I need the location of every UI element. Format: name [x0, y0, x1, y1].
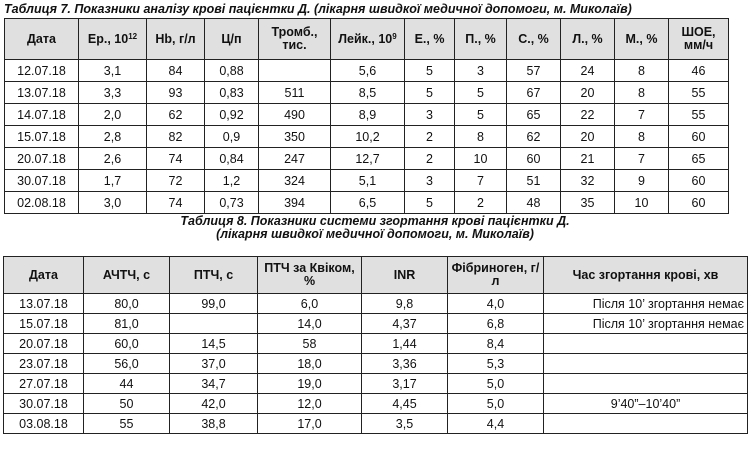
table-row	[4, 314, 748, 334]
table-cell: 12,0	[258, 394, 362, 414]
table-cell: 30.07.18	[5, 170, 79, 192]
table-row	[5, 82, 729, 104]
table-cell: 5	[455, 104, 507, 126]
t8-header-clotting-time: Час згортання крові, хв	[544, 257, 748, 294]
table-cell: 60	[507, 148, 561, 170]
table-row	[5, 60, 729, 82]
table-cell: 1,44	[362, 334, 448, 354]
table-cell: 19,0	[258, 374, 362, 394]
table-cell: 2,0	[79, 104, 147, 126]
table-cell: 0,92	[205, 104, 259, 126]
t7-header-tromb: Тромб., тис.	[259, 19, 331, 60]
table-cell: 0,83	[205, 82, 259, 104]
table-cell: 55	[669, 104, 729, 126]
table-cell: 14,0	[258, 314, 362, 334]
table-cell: 56,0	[84, 354, 170, 374]
table8-caption	[0, 214, 750, 256]
table8-caption-line1: Таблиця 8. Показники системи згортання крові пацієнтки Д.	[180, 214, 570, 228]
table-cell: 8,4	[448, 334, 544, 354]
table-cell: 67	[507, 82, 561, 104]
table-cell: 65	[669, 148, 729, 170]
table-cell: 4,0	[448, 294, 544, 314]
table-cell: 0,73	[205, 192, 259, 214]
table-cell: 9’40”–10’40”	[544, 394, 748, 414]
table-cell: 57	[507, 60, 561, 82]
table-row	[5, 192, 729, 214]
table-cell: 35	[561, 192, 615, 214]
table7-body	[5, 60, 729, 214]
table-row	[4, 414, 748, 434]
table-cell: 22	[561, 104, 615, 126]
table-cell: 2,6	[79, 148, 147, 170]
table8-caption-line2: (лікарня швидкої медичної допомоги, м. Миколаїв)	[216, 227, 534, 241]
table-cell: 7	[615, 148, 669, 170]
table-cell: 8,5	[331, 82, 405, 104]
table-row	[5, 104, 729, 126]
t8-header-inr: INR	[362, 257, 448, 294]
t7-header-l: Л., %	[561, 19, 615, 60]
table-cell: 12.07.18	[5, 60, 79, 82]
table-cell: 81,0	[84, 314, 170, 334]
t8-header-date: Дата	[4, 257, 84, 294]
table-cell: 8	[615, 126, 669, 148]
blood-analysis-table	[4, 18, 729, 214]
table-cell: 5,0	[448, 374, 544, 394]
table-cell: 34,7	[170, 374, 258, 394]
table-cell: 8	[615, 60, 669, 82]
table-cell: 82	[147, 126, 205, 148]
table-cell: 02.08.18	[5, 192, 79, 214]
table-cell: 2	[455, 192, 507, 214]
table-cell: 55	[669, 82, 729, 104]
table-cell	[170, 314, 258, 334]
t7-header-hb: Hb, г/л	[147, 19, 205, 60]
table-cell: 9	[615, 170, 669, 192]
table-cell: 18,0	[258, 354, 362, 374]
table-cell: 20	[561, 126, 615, 148]
table-cell: 03.08.18	[4, 414, 84, 434]
table-cell: 3,36	[362, 354, 448, 374]
table-cell: 5,0	[448, 394, 544, 414]
table-cell: 42,0	[170, 394, 258, 414]
table-cell: 60	[669, 126, 729, 148]
table-cell: 13.07.18	[5, 82, 79, 104]
t7-header-m: М., %	[615, 19, 669, 60]
table-cell: 20.07.18	[5, 148, 79, 170]
table-cell: 14.07.18	[5, 104, 79, 126]
table-row	[5, 170, 729, 192]
table-cell: 0,9	[205, 126, 259, 148]
table-cell: 13.07.18	[4, 294, 84, 314]
table-cell: 55	[84, 414, 170, 434]
table-cell: 394	[259, 192, 331, 214]
table-cell: 37,0	[170, 354, 258, 374]
table-cell: 30.07.18	[4, 394, 84, 414]
table-row	[4, 394, 748, 414]
table-cell: 62	[147, 104, 205, 126]
table-cell: 4,37	[362, 314, 448, 334]
table-cell: 24	[561, 60, 615, 82]
table-cell: 15.07.18	[4, 314, 84, 334]
table8-body	[4, 294, 748, 434]
table-cell: 324	[259, 170, 331, 192]
t7-header-er-exponent: 12	[128, 31, 138, 41]
t7-header-leyk-exponent: 9	[392, 31, 397, 41]
t8-header-ptch: ПТЧ, с	[170, 257, 258, 294]
table-cell: 3	[405, 170, 455, 192]
table-cell: 80,0	[84, 294, 170, 314]
table-cell: 84	[147, 60, 205, 82]
table-cell: 2,8	[79, 126, 147, 148]
t7-header-er: Ер., $10^{12}$	[79, 19, 147, 60]
table-cell: 9,8	[362, 294, 448, 314]
table-cell: 12,7	[331, 148, 405, 170]
table-cell: 62	[507, 126, 561, 148]
table-cell: 20.07.18	[4, 334, 84, 354]
table-cell: 14,5	[170, 334, 258, 354]
table-cell: 1,2	[205, 170, 259, 192]
table-cell: 490	[259, 104, 331, 126]
table-cell	[544, 334, 748, 354]
table-cell	[544, 354, 748, 374]
t7-header-leyk: Лейк., $10^9$	[331, 19, 405, 60]
table-cell: 60	[669, 192, 729, 214]
t8-header-ptch-kvik: ПТЧ за Квіком, %	[258, 257, 362, 294]
coagulation-table	[3, 256, 748, 434]
table-cell: 17,0	[258, 414, 362, 434]
t7-header-s: С., %	[507, 19, 561, 60]
table-cell: 2	[405, 126, 455, 148]
table-cell: 46	[669, 60, 729, 82]
table-cell: 32	[561, 170, 615, 192]
table-cell: 99,0	[170, 294, 258, 314]
table-row	[4, 354, 748, 374]
table-cell: 74	[147, 192, 205, 214]
table-cell: 3,5	[362, 414, 448, 434]
table-row	[4, 334, 748, 354]
table-cell: 23.07.18	[4, 354, 84, 374]
t7-header-cp: Ц/п	[205, 19, 259, 60]
table-cell: 7	[615, 104, 669, 126]
table-cell: 44	[84, 374, 170, 394]
table-cell: 3,0	[79, 192, 147, 214]
table-cell: 4,4	[448, 414, 544, 434]
table-cell: 51	[507, 170, 561, 192]
table-cell: 5	[405, 60, 455, 82]
table-cell: 511	[259, 82, 331, 104]
table-cell	[259, 60, 331, 82]
table-cell: 3	[405, 104, 455, 126]
table-cell: 3,3	[79, 82, 147, 104]
table-cell: 3,1	[79, 60, 147, 82]
t8-header-achtch: АЧТЧ, с	[84, 257, 170, 294]
table-cell: 50	[84, 394, 170, 414]
table-cell: 5	[405, 192, 455, 214]
table-cell: 6,5	[331, 192, 405, 214]
table-cell: 15.07.18	[5, 126, 79, 148]
table-cell: 0,88	[205, 60, 259, 82]
table-cell: 60,0	[84, 334, 170, 354]
table-cell: 58	[258, 334, 362, 354]
table-cell: 6,0	[258, 294, 362, 314]
table-cell	[544, 374, 748, 394]
table-cell: 5	[405, 82, 455, 104]
t7-header-p: П., %	[455, 19, 507, 60]
table8-header-row	[4, 257, 748, 294]
table7-caption: Таблиця 7. Показники аналізу крові пацієнтки Д. (лікарня швидкої медичної допомоги, м. Миколаїв)	[4, 2, 632, 16]
table-cell: 6,8	[448, 314, 544, 334]
table-cell: 20	[561, 82, 615, 104]
table7-header-row	[5, 19, 729, 60]
t7-header-shoe: ШОЕ, мм/ч	[669, 19, 729, 60]
table-cell: 93	[147, 82, 205, 104]
table-row	[5, 126, 729, 148]
table-cell: 74	[147, 148, 205, 170]
table-cell: 5	[455, 82, 507, 104]
table-cell: 8	[455, 126, 507, 148]
table-cell: 10	[455, 148, 507, 170]
table-cell: 65	[507, 104, 561, 126]
table-cell: 21	[561, 148, 615, 170]
table-cell: 72	[147, 170, 205, 192]
table-cell: 247	[259, 148, 331, 170]
table-cell: 3,17	[362, 374, 448, 394]
table-cell: Після 10’ згортання немає	[544, 294, 748, 314]
table-cell: 2	[405, 148, 455, 170]
table-cell: 0,84	[205, 148, 259, 170]
table-row	[4, 294, 748, 314]
table-cell: 60	[669, 170, 729, 192]
table-cell: Після 10’ згортання немає	[544, 314, 748, 334]
t7-header-date: Дата	[5, 19, 79, 60]
table-cell: 350	[259, 126, 331, 148]
table-cell: 10,2	[331, 126, 405, 148]
table-row	[5, 148, 729, 170]
table-cell: 5,1	[331, 170, 405, 192]
table-cell: 10	[615, 192, 669, 214]
table-cell: 27.07.18	[4, 374, 84, 394]
table-cell: 5,3	[448, 354, 544, 374]
table-cell: 48	[507, 192, 561, 214]
table-cell: 8,9	[331, 104, 405, 126]
table-cell: 3	[455, 60, 507, 82]
t7-header-e: Е., %	[405, 19, 455, 60]
table-cell: 1,7	[79, 170, 147, 192]
table-cell	[544, 414, 748, 434]
table-row	[4, 374, 748, 394]
table-cell: 38,8	[170, 414, 258, 434]
table-cell: 7	[455, 170, 507, 192]
table-cell: 5,6	[331, 60, 405, 82]
table-cell: 8	[615, 82, 669, 104]
table-cell: 4,45	[362, 394, 448, 414]
t8-header-fibrinogen: Фібриноген, г/л	[448, 257, 544, 294]
